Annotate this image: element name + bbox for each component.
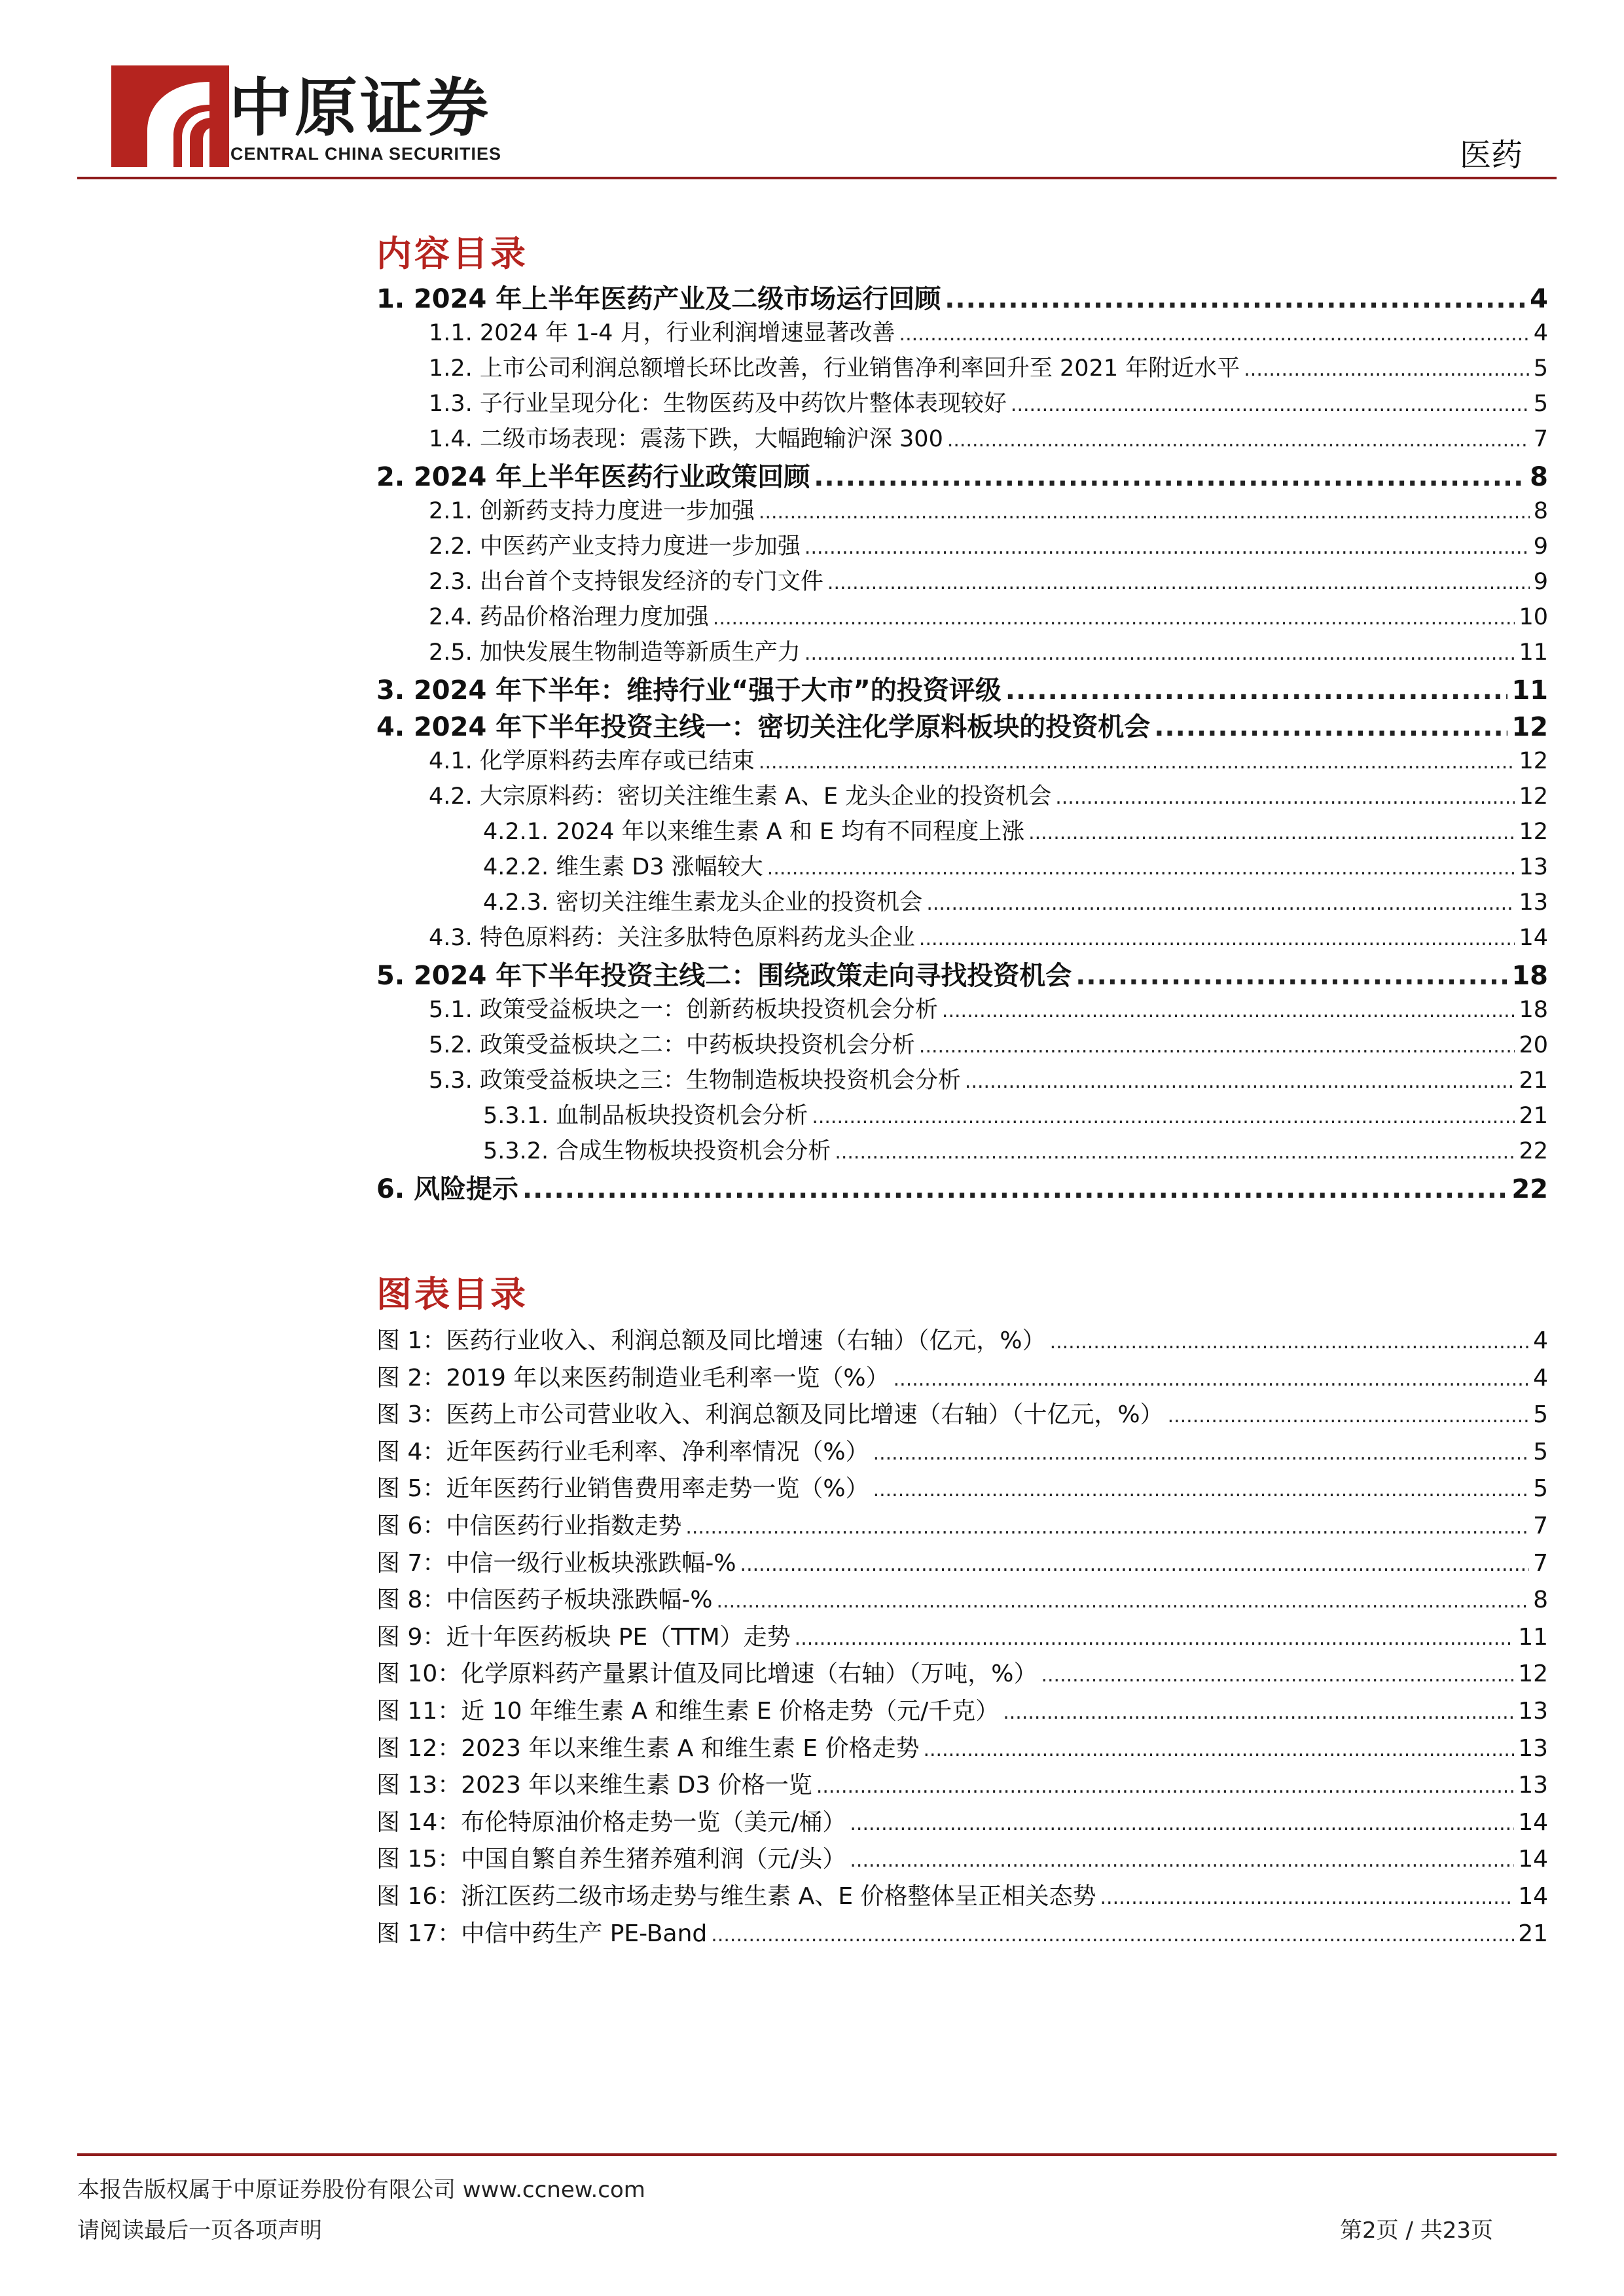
dot-leader [942, 999, 1515, 1022]
entry-page-number: 14 [1518, 1808, 1548, 1836]
toc-section-entry[interactable] [376, 315, 1548, 350]
entry-title: 图 11：近 10 年维生素 A 和维生素 E 价格走势（元/千克） [376, 1697, 1000, 1725]
header-divider [77, 177, 1557, 179]
dot-leader [759, 751, 1515, 774]
toc-section-entry[interactable] [376, 992, 1548, 1027]
entry-page-number: 12 [1519, 819, 1548, 845]
entry-title: 图 8：中信医药子板块涨跌幅-% [376, 1587, 713, 1614]
entry-title: 4.3. 特色原料药：关注多肽特色原料药龙头企业 [429, 925, 915, 951]
entry-title: 图 4：近年医药行业毛利率、净利率情况（%） [376, 1438, 869, 1465]
entry-title: 2.3. 出台首个支持银发经济的专门文件 [429, 569, 823, 595]
dot-leader [873, 1442, 1530, 1465]
entry-page-number: 4 [1533, 1327, 1548, 1354]
entry-page-number: 21 [1519, 1067, 1548, 1094]
entry-page-number: 13 [1519, 889, 1548, 916]
toc-subsection-entry[interactable] [376, 1133, 1548, 1168]
logo-english-name: CENTRAL CHINA SECURITIES [230, 144, 502, 164]
toc-section-entry[interactable] [376, 920, 1548, 955]
figure-list-entry[interactable] [376, 1507, 1548, 1545]
entry-title: 5.3.1. 血制品板块投资机会分析 [483, 1103, 808, 1129]
entry-title: 5.3. 政策受益板块之三：生物制造板块投资机会分析 [429, 1067, 961, 1094]
entry-title: 2. 2024 年上半年医药行业政策回顾 [376, 462, 810, 492]
entry-title: 4.2.2. 维生素 D3 涨幅较大 [483, 854, 763, 880]
dot-leader [1100, 1886, 1515, 1909]
toc-list [376, 278, 1548, 1205]
figure-list-entry[interactable] [376, 1396, 1548, 1433]
dot-leader [835, 1141, 1515, 1164]
toc-chapter-entry[interactable] [376, 670, 1548, 706]
entry-page-number: 5 [1533, 1438, 1548, 1465]
entry-title: 1.4. 二级市场表现：震荡下跌，大幅跑输沪深 300 [429, 426, 943, 452]
dot-leader [899, 323, 1530, 346]
entry-page-number: 13 [1519, 854, 1548, 880]
entry-page-number: 11 [1518, 1623, 1548, 1651]
entry-page-number: 5 [1533, 391, 1548, 417]
toc-chapter-entry[interactable] [376, 456, 1548, 493]
entry-page-number: 18 [1511, 961, 1548, 991]
entry-title: 图 1：医药行业收入、利润总额及同比增速（右轴）（亿元，%） [376, 1327, 1046, 1354]
toc-section-entry[interactable] [376, 743, 1548, 778]
dot-leader [685, 1516, 1529, 1539]
toc-chapter-entry[interactable] [376, 1168, 1548, 1205]
toc-section-entry[interactable] [376, 528, 1548, 564]
figure-list-entry[interactable] [376, 1767, 1548, 1804]
entry-page-number: 8 [1533, 498, 1548, 524]
figure-list-entry[interactable] [376, 1693, 1548, 1730]
entry-page-number: 9 [1533, 533, 1548, 560]
figure-list-title: 图表目录 [376, 1273, 528, 1315]
dot-leader [1005, 675, 1508, 706]
entry-title: 4.2.3. 密切关注维生素龙头企业的投资机会 [483, 889, 923, 916]
dot-leader [816, 1775, 1514, 1798]
entry-title: 图 14：布伦特原油价格走势一览（美元/桶） [376, 1808, 846, 1836]
entry-title: 2.1. 创新药支持力度进一步加强 [429, 498, 755, 524]
toc-chapter-entry[interactable] [376, 955, 1548, 992]
logo-chinese-name: 中原证券 [229, 71, 491, 145]
entry-page-number: 8 [1530, 462, 1548, 492]
dot-leader [812, 1105, 1515, 1128]
figure-list-entry[interactable] [376, 1915, 1548, 1952]
entry-title: 图 16：浙江医药二级市场走势与维生素 A、E 价格整体呈正相关态势 [376, 1882, 1096, 1910]
toc-section-entry[interactable] [376, 634, 1548, 670]
dot-leader [926, 892, 1515, 915]
entry-page-number: 7 [1533, 1512, 1548, 1539]
entry-title: 图 5：近年医药行业销售费用率走势一览（%） [376, 1475, 869, 1503]
dot-leader [893, 1368, 1529, 1391]
dot-leader [1075, 961, 1507, 991]
entry-title: 图 12：2023 年以来维生素 A 和维生素 E 价格走势 [376, 1734, 920, 1762]
dot-leader [947, 429, 1530, 452]
toc-section-entry[interactable] [376, 1062, 1548, 1098]
entry-title: 2.4. 药品价格治理力度加强 [429, 604, 709, 630]
dot-leader [1050, 1331, 1530, 1354]
toc-subsection-entry[interactable] [376, 1098, 1548, 1133]
entry-page-number: 14 [1518, 1882, 1548, 1910]
dot-leader [1011, 393, 1530, 416]
dot-leader [919, 1035, 1515, 1058]
figure-list-entry[interactable] [376, 1359, 1548, 1397]
toc-section-entry[interactable] [376, 599, 1548, 634]
entry-title: 4. 2024 年下半年投资主线一：密切关注化学原料板块的投资机会 [376, 712, 1151, 742]
entry-title: 图 13：2023 年以来维生素 D3 价格一览 [376, 1772, 812, 1799]
entry-page-number: 7 [1533, 426, 1548, 452]
entry-page-number: 5 [1533, 355, 1548, 382]
dot-leader [795, 1627, 1515, 1650]
entry-title: 1.2. 上市公司利润总额增长环比改善，行业销售净利率回升至 2021 年附近水平 [429, 355, 1240, 382]
brand-logo [111, 65, 556, 170]
dot-leader [850, 1812, 1514, 1835]
entry-title: 4.1. 化学原料药去库存或已结束 [429, 748, 755, 774]
entry-page-number: 21 [1518, 1920, 1548, 1947]
toc-subsection-entry[interactable] [376, 849, 1548, 884]
entry-title: 图 2：2019 年以来医药制造业毛利率一览（%） [376, 1364, 890, 1391]
entry-page-number: 10 [1519, 604, 1548, 630]
figure-list-entry[interactable] [376, 1730, 1548, 1767]
entry-page-number: 21 [1519, 1103, 1548, 1129]
dot-leader [1041, 1664, 1514, 1687]
entry-page-number: 11 [1511, 675, 1548, 706]
dot-leader [759, 501, 1530, 524]
entry-page-number: 12 [1519, 748, 1548, 774]
entry-title: 图 9：近十年医药板块 PE（TTM）走势 [376, 1623, 791, 1651]
entry-title: 图 3：医药上市公司营业收入、利润总额及同比增速（右轴）（十亿元，%） [376, 1401, 1164, 1429]
entry-page-number: 9 [1533, 569, 1548, 595]
footer-copyright: 本报告版权属于中原证券股份有限公司 www.ccnew.com [77, 2177, 645, 2203]
figure-list [376, 1322, 1548, 1952]
entry-title: 1. 2024 年上半年医药产业及二级市场运行回顾 [376, 284, 941, 314]
entry-page-number: 13 [1518, 1734, 1548, 1762]
dot-leader [923, 1738, 1514, 1761]
toc-title: 内容目录 [376, 232, 528, 274]
footer-disclaimer: 请阅读最后一页各项声明 [77, 2217, 322, 2244]
entry-title: 4.2.1. 2024 年以来维生素 A 和 E 均有不同程度上涨 [483, 819, 1025, 845]
figure-list-entry[interactable] [376, 1433, 1548, 1471]
dot-leader [717, 1590, 1530, 1613]
figure-list-entry[interactable] [376, 1878, 1548, 1915]
entry-page-number: 13 [1518, 1772, 1548, 1799]
dot-leader [1003, 1701, 1514, 1724]
figure-list-entry[interactable] [376, 1581, 1548, 1619]
figure-list-entry[interactable] [376, 1840, 1548, 1878]
dot-leader [1028, 821, 1515, 844]
toc-section-entry[interactable] [376, 493, 1548, 528]
figure-list-entry[interactable] [376, 1804, 1548, 1841]
entry-page-number: 22 [1511, 1174, 1548, 1204]
entry-page-number: 5 [1533, 1401, 1548, 1429]
dot-leader [711, 1924, 1514, 1946]
dot-leader [713, 607, 1515, 630]
figure-list-entry[interactable] [376, 1322, 1548, 1359]
dot-leader [522, 1174, 1507, 1204]
entry-page-number: 12 [1511, 712, 1548, 742]
entry-title: 图 6：中信医药行业指数走势 [376, 1512, 682, 1539]
entry-page-number: 4 [1533, 320, 1548, 346]
entry-page-number: 12 [1518, 1660, 1548, 1688]
toc-chapter-entry[interactable] [376, 278, 1548, 315]
toc-chapter-entry[interactable] [376, 706, 1548, 743]
entry-title: 5. 2024 年下半年投资主线二：围绕政策走向寻找投资机会 [376, 961, 1072, 991]
entry-title: 3. 2024 年下半年：维持行业“强于大市”的投资评级 [376, 675, 1001, 706]
dot-leader [1168, 1405, 1530, 1427]
entry-page-number: 11 [1519, 639, 1548, 666]
dot-leader [850, 1849, 1514, 1872]
dot-leader [1154, 712, 1507, 742]
report-category: 医药 [1459, 137, 1523, 173]
dot-leader [804, 642, 1515, 665]
toc-section-entry[interactable] [376, 350, 1548, 386]
entry-page-number: 18 [1519, 997, 1548, 1023]
entry-title: 2.5. 加快发展生物制造等新质生产力 [429, 639, 801, 666]
figure-list-entry[interactable] [376, 1655, 1548, 1693]
dot-leader [804, 536, 1530, 559]
toc-section-entry[interactable] [376, 564, 1548, 599]
entry-title: 图 7：中信一级行业板块涨跌幅-% [376, 1549, 736, 1577]
dot-leader [945, 284, 1526, 314]
entry-page-number: 5 [1533, 1475, 1548, 1503]
toc-section-entry[interactable] [376, 421, 1548, 456]
dot-leader [965, 1070, 1515, 1093]
dot-leader [1055, 786, 1515, 809]
entry-title: 图 10：化学原料药产量累计值及同比增速（右轴）（万吨，%） [376, 1660, 1038, 1688]
toc-section-entry[interactable] [376, 1027, 1548, 1062]
entry-page-number: 14 [1519, 925, 1548, 951]
entry-page-number: 8 [1533, 1587, 1548, 1614]
dot-leader [827, 571, 1530, 594]
toc-section-entry[interactable] [376, 386, 1548, 421]
entry-page-number: 12 [1519, 783, 1548, 810]
figure-list-entry[interactable] [376, 1619, 1548, 1656]
figure-list-entry[interactable] [376, 1545, 1548, 1582]
dot-leader [814, 462, 1526, 492]
entry-page-number: 4 [1530, 284, 1548, 314]
entry-title: 5.2. 政策受益板块之二：中药板块投资机会分析 [429, 1032, 915, 1058]
logo-mark-icon [111, 65, 229, 167]
entry-title: 1.3. 子行业呈现分化：生物医药及中药饮片整体表现较好 [429, 391, 1007, 417]
footer-divider [77, 2153, 1557, 2156]
dot-leader [740, 1553, 1530, 1576]
entry-title: 2.2. 中医药产业支持力度进一步加强 [429, 533, 801, 560]
entry-title: 6. 风险提示 [376, 1174, 518, 1204]
entry-page-number: 7 [1533, 1549, 1548, 1577]
entry-page-number: 14 [1518, 1846, 1548, 1873]
dot-leader [873, 1479, 1530, 1501]
entry-title: 4.2. 大宗原料药：密切关注维生素 A、E 龙头企业的投资机会 [429, 783, 1052, 810]
dot-leader [767, 857, 1515, 880]
footer-page-info: 第2页 / 共23页 [1340, 2217, 1493, 2244]
entry-title: 5.3.2. 合成生物板块投资机会分析 [483, 1138, 831, 1164]
dot-leader [1244, 358, 1529, 381]
toc-subsection-entry[interactable] [376, 884, 1548, 920]
entry-page-number: 4 [1533, 1364, 1548, 1391]
entry-title: 1.1. 2024 年 1-4 月，行业利润增速显著改善 [429, 320, 895, 346]
dot-leader [919, 927, 1515, 950]
entry-page-number: 13 [1518, 1697, 1548, 1725]
entry-title: 图 17：中信中药生产 PE-Band [376, 1920, 708, 1947]
toc-section-entry[interactable] [376, 778, 1548, 814]
entry-title: 图 15：中国自繁自养生猪养殖利润（元/头） [376, 1846, 846, 1873]
figure-list-entry[interactable] [376, 1470, 1548, 1507]
entry-title: 5.1. 政策受益板块之一：创新药板块投资机会分析 [429, 997, 938, 1023]
entry-page-number: 22 [1519, 1138, 1548, 1164]
entry-page-number: 20 [1519, 1032, 1548, 1058]
toc-subsection-entry[interactable] [376, 814, 1548, 849]
